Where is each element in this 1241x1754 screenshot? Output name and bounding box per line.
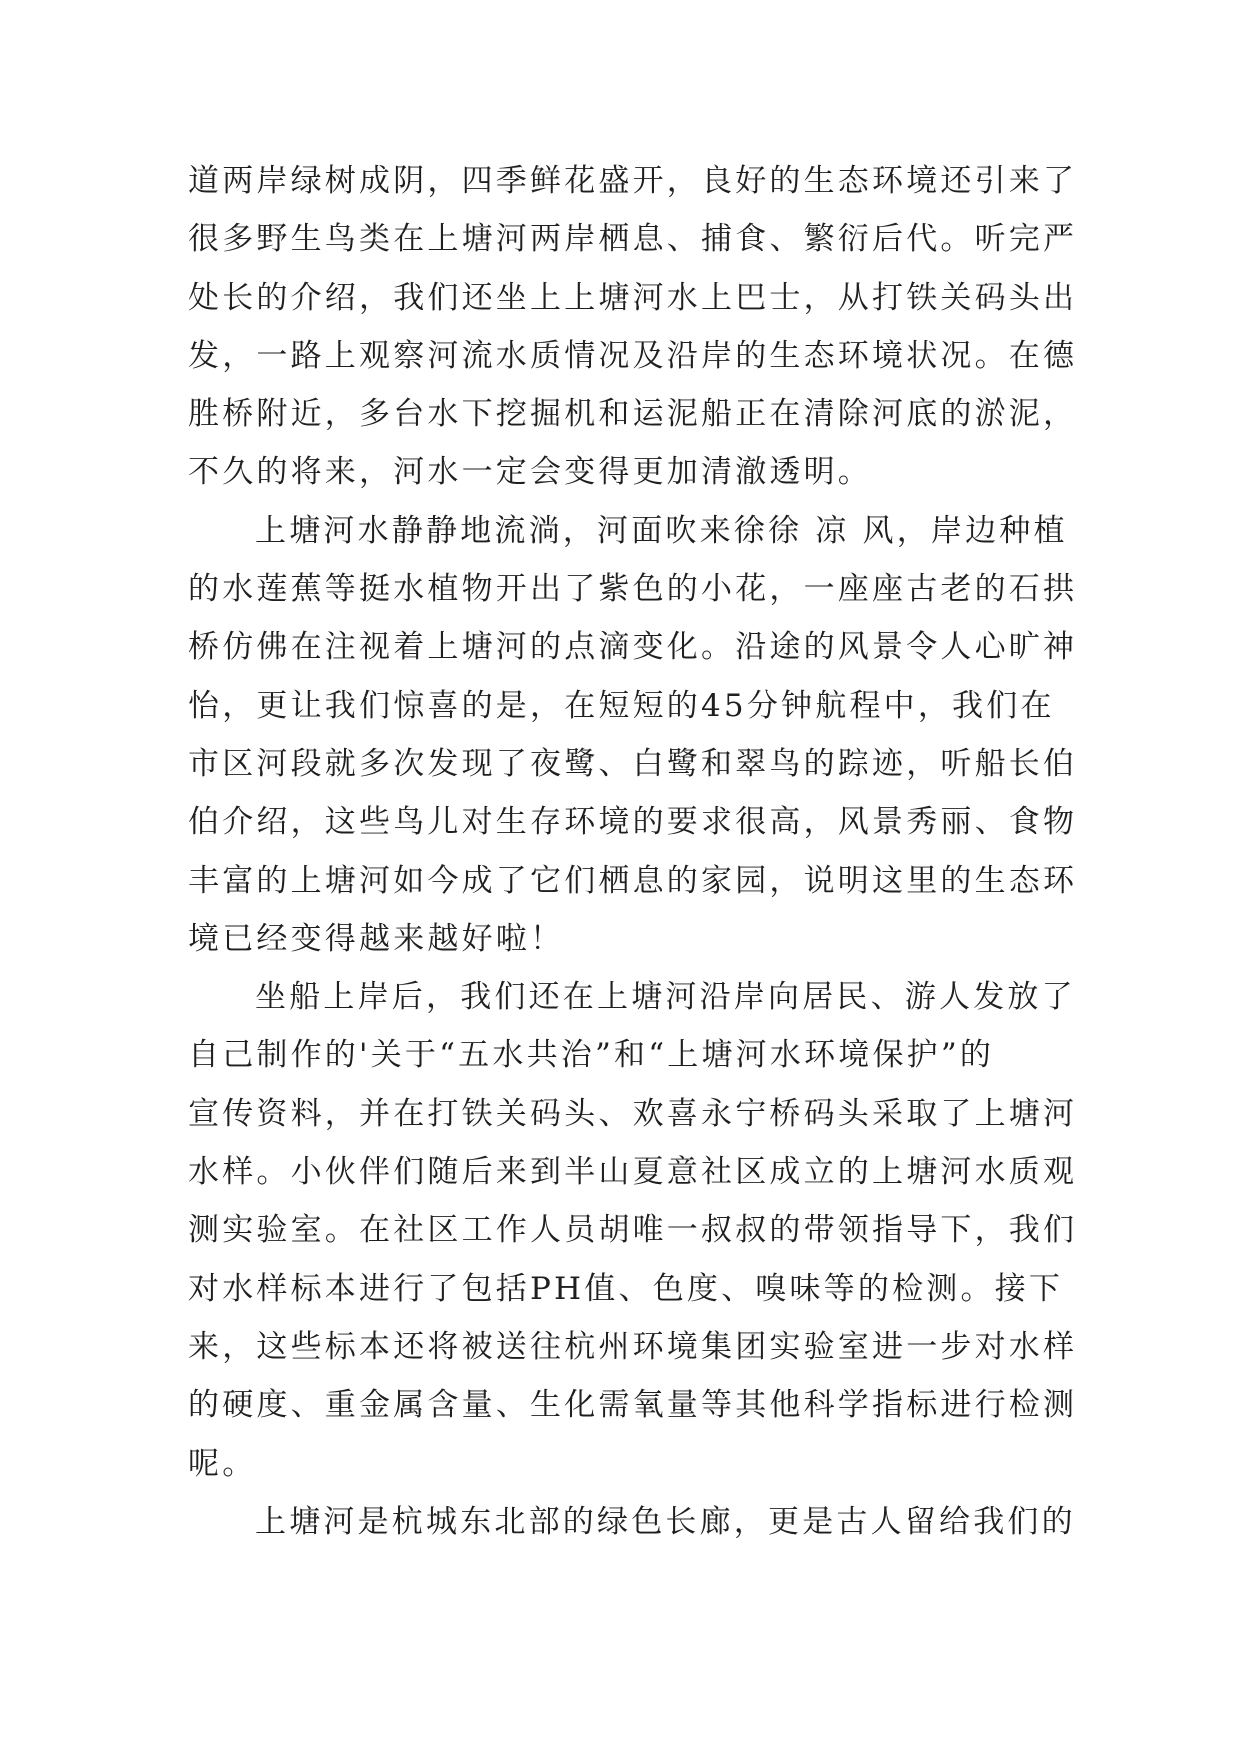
- text-line: 的水莲蕉等挺水植物开出了紫色的小花，一座座古老的石拱: [188, 571, 1078, 608]
- text-line: 宣传资料，并在打铁关码头、欢喜永宁桥码头采取了上塘河: [188, 1095, 1078, 1132]
- text-line: 发，一路上观察河流水质情况及沿岸的生态环境状况。在德: [188, 337, 1078, 374]
- text-line: 来，这些标本还将被送往杭州环境集团实验室进一步对水样: [188, 1328, 1078, 1365]
- text-line: 市区河段就多次发现了夜鹭、白鹭和翠鸟的踪迹，听船长伯: [188, 745, 1078, 782]
- text-line: 境已经变得越来越好啦！: [188, 920, 565, 957]
- text-line: 呢。: [188, 1445, 257, 1482]
- text-line: 测实验室。在社区工作人员胡唯一叔叔的带领指导下，我们: [188, 1212, 1078, 1249]
- text-line: 处长的介绍，我们还坐上上塘河水上巴士，从打铁关码头出: [188, 279, 1078, 316]
- text-line: 自己制作的'关于“五水共治”和“上塘河水环境保护”的: [188, 1037, 995, 1074]
- text-line: 很多野生鸟类在上塘河两岸栖息、捕食、繁衍后代。听完严: [188, 221, 1078, 258]
- text-line: 怡，更让我们惊喜的是，在短短的45分钟航程中，我们在: [188, 687, 1055, 724]
- text-line: 对水样标本进行了包括PH值、色度、嗅味等的检测。接下: [188, 1270, 1064, 1307]
- document-body: [188, 152, 1078, 1551]
- paragraph-first-line: 上塘河水静静地流淌，河面吹来徐徐 凉 风，岸边种植: [255, 512, 1068, 549]
- text-line: 的硬度、重金属含量、生化需氧量等其他科学指标进行检测: [188, 1387, 1078, 1424]
- text-line: 水样。小伙伴们随后来到半山夏意社区成立的上塘河水质观: [188, 1154, 1078, 1191]
- text-line: 不久的将来，河水一定会变得更加清澈透明。: [188, 454, 872, 491]
- text-line: 胜桥附近，多台水下挖掘机和运泥船正在清除河底的淤泥，: [188, 396, 1078, 433]
- text-line: 伯介绍，这些鸟儿对生存环境的要求很高，风景秀丽、食物: [188, 804, 1078, 841]
- text-line: 道两岸绿树成阴，四季鲜花盛开，良好的生态环境还引来了: [188, 163, 1078, 199]
- paragraph-first-line: 上塘河是杭城东北部的绿色长廊，更是古人留给我们的: [255, 1503, 1076, 1540]
- text-line: 丰富的上塘河如今成了它们栖息的家园，说明这里的生态环: [188, 862, 1078, 899]
- paragraph-first-line: 坐船上岸后，我们还在上塘河沿岸向居民、游人发放了: [255, 979, 1076, 1016]
- text-line: 桥仿佛在注视着上塘河的点滴变化。沿途的风景令人心旷神: [188, 629, 1078, 666]
